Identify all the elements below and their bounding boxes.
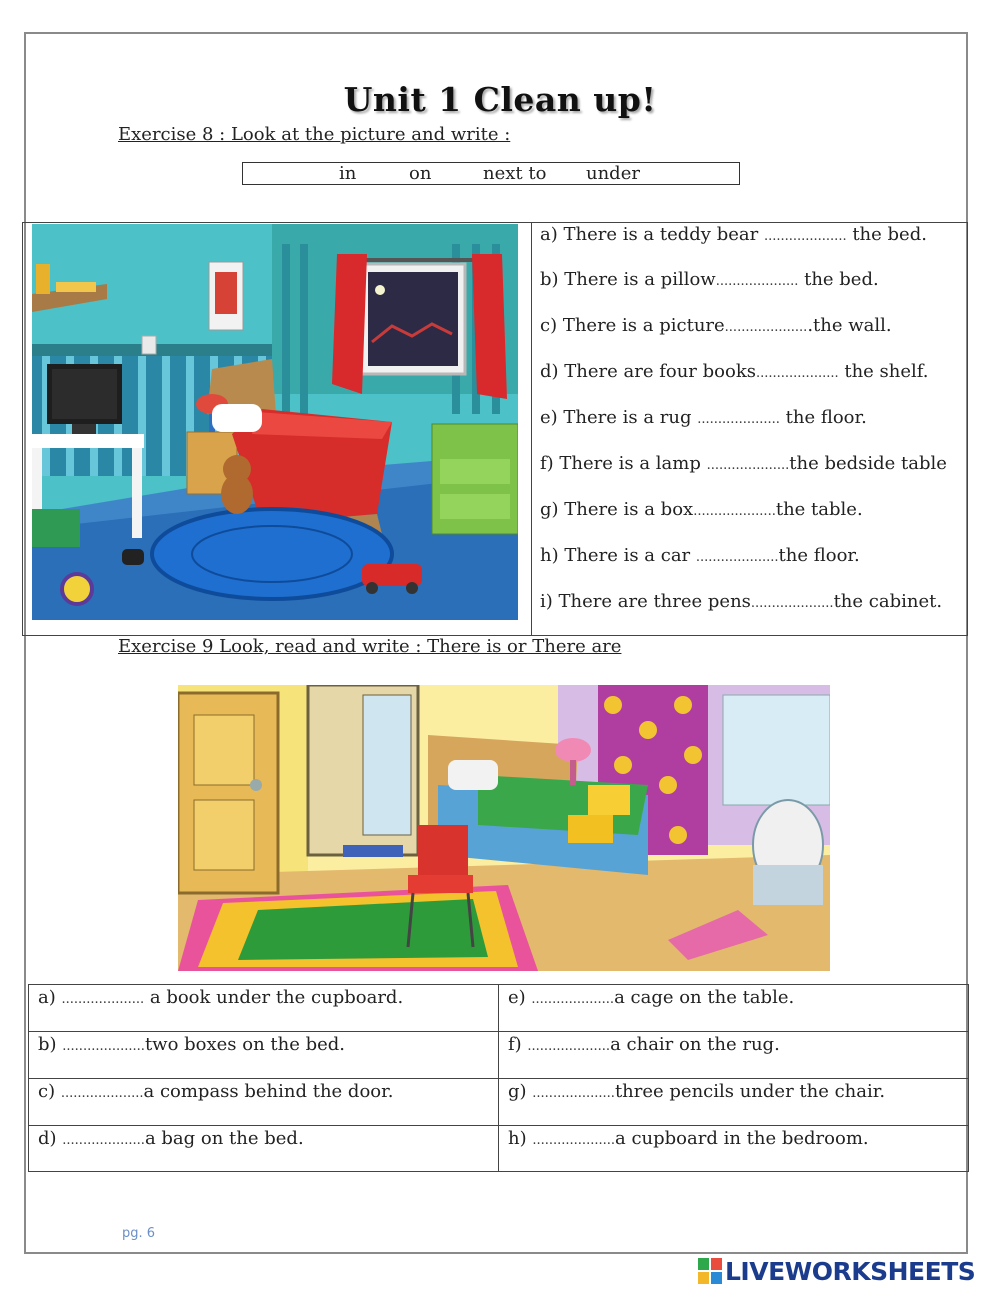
exercise-9-item-c: c) ....................a compass behind the door.	[38, 1081, 394, 1102]
sentence-f: f) There is a lamp ....................the bedside table	[540, 453, 947, 474]
sentence-a: a) There is a teddy bear .................... the bed.	[540, 224, 927, 245]
answer-blank[interactable]: ....................	[706, 458, 790, 473]
exercise-9-heading: Exercise 9 Look, read and write : There is or There are	[118, 636, 622, 657]
answer-blank[interactable]: ....................	[531, 992, 615, 1007]
exercise-9-item-f: f) ....................a chair on the rug.	[508, 1034, 780, 1055]
answer-blank[interactable]: ....................	[693, 504, 776, 519]
answer-blank[interactable]: ....................	[715, 274, 799, 289]
exercise-9-item-d: d) ....................a bag on the bed.	[38, 1128, 304, 1149]
liveworksheets-logo[interactable]	[698, 1256, 975, 1286]
exercise-9-item-e: e) ....................a cage on the table.	[508, 987, 795, 1008]
answer-blank[interactable]: ....................	[60, 1086, 144, 1101]
answer-blank[interactable]: ....................	[697, 412, 780, 427]
word-bank-item: under	[586, 163, 640, 184]
answer-blank[interactable]: ....................	[755, 366, 839, 381]
exercise-9-table	[28, 984, 969, 1172]
answer-blank[interactable]: ....................	[527, 1039, 611, 1054]
answer-blank[interactable]: ....................	[532, 1086, 615, 1101]
table-divider	[29, 1125, 968, 1126]
answer-blank[interactable]: ....................	[62, 1039, 145, 1054]
bedroom-picture-2	[178, 685, 830, 971]
answer-blank[interactable]: ....................	[724, 320, 808, 335]
sentence-d: d) There are four books.................... the shelf.	[540, 361, 929, 382]
column-divider	[531, 223, 532, 635]
answer-blank[interactable]: ....................	[62, 1133, 145, 1148]
sentence-b: b) There is a pillow.................... the bed.	[540, 269, 879, 290]
page-number: pg. 6	[122, 1226, 156, 1241]
answer-blank[interactable]: ....................	[750, 596, 834, 611]
word-bank	[242, 162, 740, 185]
exercise-9-item-a: a) .................... a book under the cupboard.	[38, 987, 404, 1008]
page-title: Unit 1 Clean up!	[343, 80, 657, 119]
liveworksheets-logo-icon	[698, 1258, 722, 1284]
table-divider	[29, 1078, 968, 1079]
sentence-i: i) There are three pens....................the cabinet.	[540, 591, 943, 612]
exercise-9-item-b: b) ....................two boxes on the bed.	[38, 1034, 346, 1055]
answer-blank[interactable]: ....................	[532, 1133, 615, 1148]
bedroom-picture-1	[32, 224, 518, 620]
sentence-h: h) There is a car ....................the floor.	[540, 545, 860, 566]
word-bank-item: on	[409, 163, 432, 184]
sentence-e: e) There is a rug .................... the floor.	[540, 407, 867, 428]
liveworksheets-logo-text: LIVEWORKSHEETS	[725, 1256, 976, 1286]
word-bank-item: in	[339, 163, 357, 184]
answer-blank[interactable]: ....................	[695, 550, 779, 565]
sentence-c: c) There is a picture.....................the wall.	[540, 315, 892, 336]
exercise-9-item-h: h) ....................a cupboard in the bedroom.	[508, 1128, 869, 1149]
exercise-9-item-g: g) ....................three pencils under the chair.	[508, 1081, 886, 1102]
table-divider	[29, 1031, 968, 1032]
answer-blank[interactable]: ....................	[61, 992, 145, 1007]
answer-blank[interactable]: ....................	[763, 229, 847, 244]
sentence-g: g) There is a box....................the table.	[540, 499, 863, 520]
exercise-8-heading: Exercise 8 : Look at the picture and write :	[118, 124, 511, 145]
word-bank-item: next to	[483, 163, 547, 184]
